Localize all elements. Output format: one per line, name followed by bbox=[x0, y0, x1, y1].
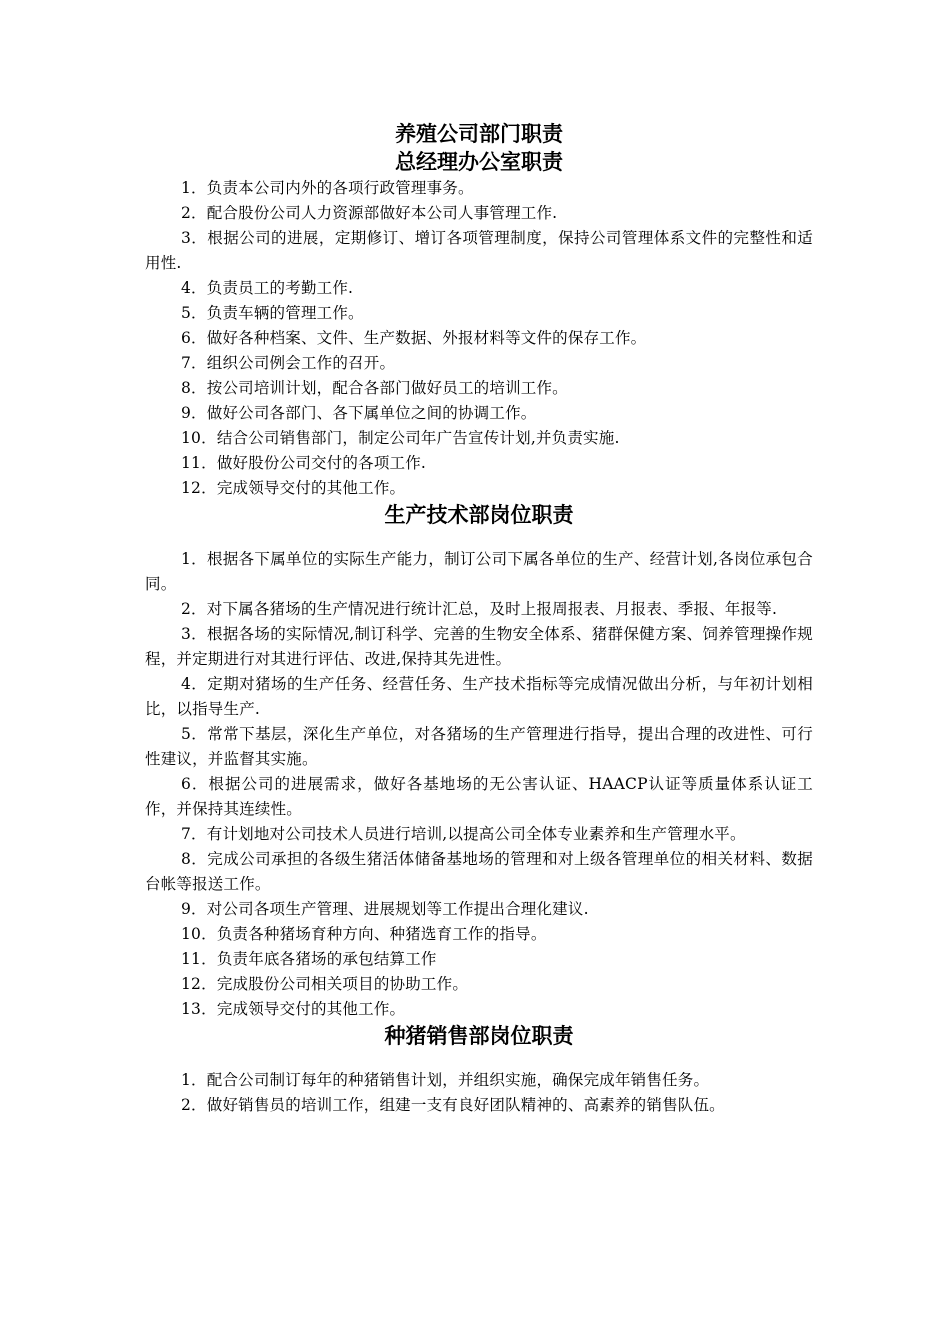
list-item: 2．配合股份公司人力资源部做好本公司人事管理工作. bbox=[181, 204, 558, 222]
section-heading-general-office: 总经理办公室职责 bbox=[395, 150, 563, 174]
section-spacer bbox=[145, 529, 813, 547]
document-content bbox=[145, 120, 813, 1118]
list-item: 6．根据公司的进展需求，做好各基地场的无公害认证、HAACP认证等质量体系认证工作，并保持其连续性。 bbox=[145, 775, 813, 818]
list-item: 11．做好股份公司交付的各项工作. bbox=[181, 454, 427, 472]
list-item: 7．组织公司例会工作的召开。 bbox=[181, 354, 396, 372]
section-general-office bbox=[145, 176, 813, 501]
list-item: 1．配合公司制订每年的种猪销售计划，并组织实施，确保完成年销售任务。 bbox=[181, 1071, 710, 1089]
list-item: 5．负责车辆的管理工作。 bbox=[181, 304, 364, 322]
list-item: 3．根据公司的进展，定期修订、增订各项管理制度，保持公司管理体系文件的完整性和适用性. bbox=[145, 229, 813, 272]
list-item: 12．完成领导交付的其他工作。 bbox=[181, 479, 406, 497]
list-item: 2．做好销售员的培训工作，组建一支有良好团队精神的、高素养的销售队伍。 bbox=[181, 1096, 725, 1114]
list-item: 12．完成股份公司相关项目的协助工作。 bbox=[181, 975, 469, 993]
list-item: 9．做好公司各部门、各下属单位之间的协调工作。 bbox=[181, 404, 537, 422]
list-item: 5．常常下基层，深化生产单位，对各猪场的生产管理进行指导，提出合理的改进性、可行性建议，并监督其实施。 bbox=[145, 725, 813, 768]
section-production-tech bbox=[145, 547, 813, 1022]
list-item: 4．定期对猪场的生产任务、经营任务、生产技术指标等完成情况做出分析，与年初计划相比，以指导生产. bbox=[145, 675, 813, 718]
section-heading-breeding-sales: 种猪销售部岗位职责 bbox=[384, 1024, 574, 1048]
section-heading-production-tech: 生产技术部岗位职责 bbox=[384, 503, 574, 527]
list-item: 1．负责本公司内外的各项行政管理事务。 bbox=[181, 179, 474, 197]
list-item: 7．有计划地对公司技术人员进行培训,以提高公司全体专业素养和生产管理水平。 bbox=[181, 825, 746, 843]
section-spacer bbox=[145, 1050, 813, 1068]
list-item: 8．按公司培训计划，配合各部门做好员工的培训工作。 bbox=[181, 379, 568, 397]
section-breeding-sales bbox=[145, 1068, 813, 1118]
list-item: 3．根据各场的实际情况,制订科学、完善的生物安全体系、猪群保健方案、饲养管理操作规程，并定期进行对其进行评估、改进,保持其先进性。 bbox=[145, 625, 813, 668]
list-item: 8．完成公司承担的各级生猪活体储备基地场的管理和对上级各管理单位的相关材料、数据台帐等报送工作。 bbox=[145, 850, 813, 893]
list-item: 1．根据各下属单位的实际生产能力，制订公司下属各单位的生产、经营计划,各岗位承包合同。 bbox=[145, 550, 813, 593]
list-item: 6．做好各种档案、文件、生产数据、外报材料等文件的保存工作。 bbox=[181, 329, 647, 347]
list-item: 4．负责员工的考勤工作. bbox=[181, 279, 354, 297]
list-item: 11．负责年底各猪场的承包结算工作 bbox=[181, 950, 437, 968]
list-item: 13．完成领导交付的其他工作。 bbox=[181, 1000, 406, 1018]
list-item: 2．对下属各猪场的生产情况进行统计汇总，及时上报周报表、月报表、季报、年报等. bbox=[181, 600, 778, 618]
list-item: 10．结合公司销售部门，制定公司年广告宣传计划,并负责实施. bbox=[181, 429, 620, 447]
list-item: 10．负责各种猪场育种方向、种猪选育工作的指导。 bbox=[181, 925, 547, 943]
document-title: 养殖公司部门职责 bbox=[395, 122, 563, 146]
list-item: 9．对公司各项生产管理、进展规划等工作提出合理化建议. bbox=[181, 900, 589, 918]
